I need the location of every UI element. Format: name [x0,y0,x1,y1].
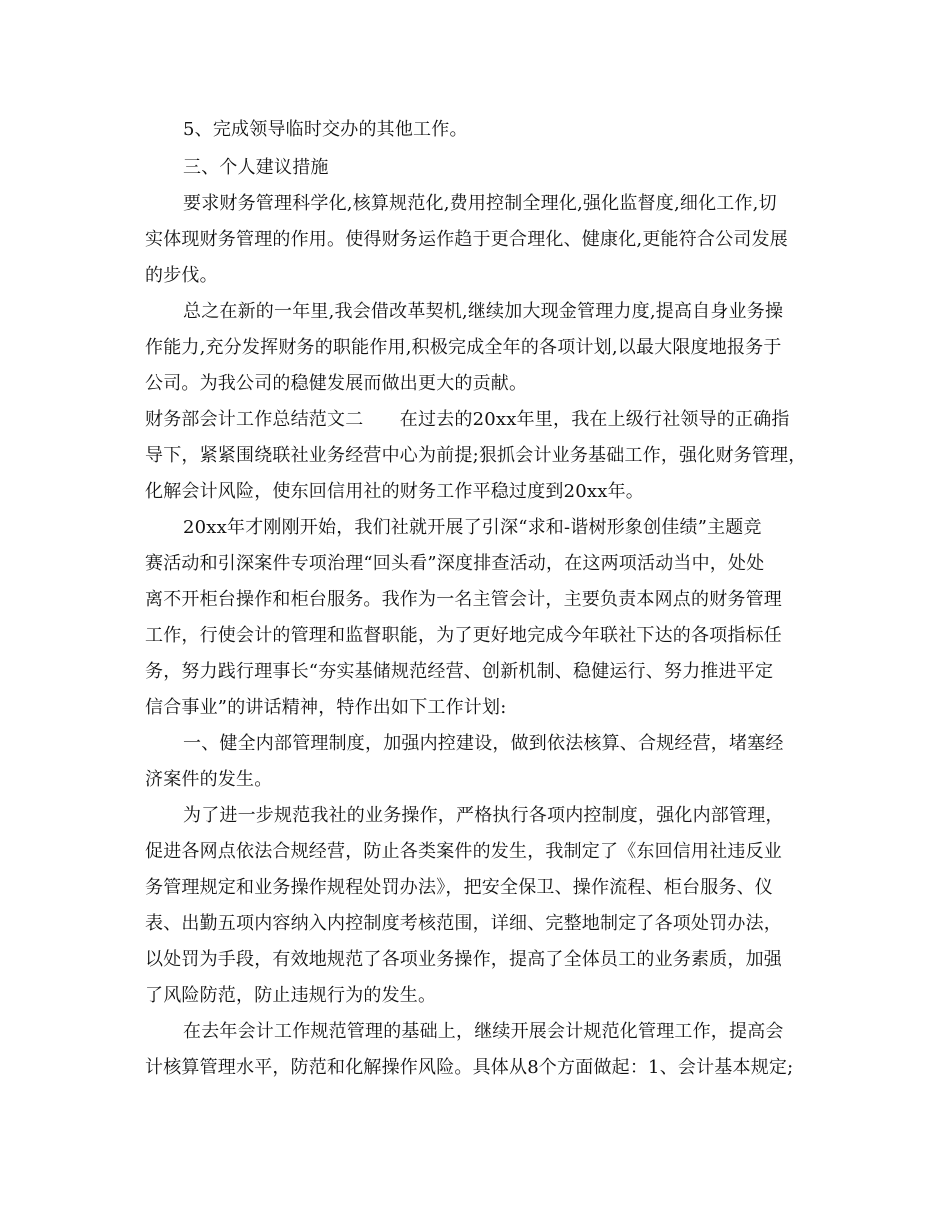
paragraph-line: 20xx年才刚刚开始，我们社就开展了引深“求和-谐树形象创佳绩”主题竞 [183,517,762,538]
paragraph-line: 务管理规定和业务操作规程处罚办法》，把安全保卫、操作流程、柜台服务、仪 [145,877,773,898]
section-heading-3: 三、个人建议措施 [183,157,329,178]
section-heading-1: 一、健全内部管理制度，加强内控建设，做到依法核算、合规经营，堵塞经 [183,733,784,754]
paragraph-line: 要求财务管理科学化,核算规范化,费用控制全理化,强化监督度,细化工作,切 [183,193,777,214]
paragraph-line: 总之在新的一年里,我会借改革契机,继续加大现金管理力度,提高自身业务操 [183,301,784,322]
paragraph-line: 为了进一步规范我社的业务操作，严格执行各项内控制度，强化内部管理， [183,805,784,826]
paragraph-line: 促进各网点依法合规经营，防止各类案件的发生，我制定了《东回信用社违反业 [145,841,782,862]
paragraph-line: 工作，行使会计的管理和监督职能，为了更好地完成今年联社下达的各项指标任 [145,625,782,646]
paragraph-line: 务，努力践行理事长“夯实基储规范经营、创新机制、稳健运行、努力推进平定 [145,661,774,682]
paragraph-line: 作能力,充分发挥财务的职能作用,积极完成全年的各项计划,以最大限度地报务于 [145,337,782,358]
paragraph-line: 了风险防范，防止违规行为的发生。 [145,985,437,1006]
paragraph-line: 赛活动和引深案件专项治理“回头看”深度排查活动，在这两项活动当中，处处 [145,553,765,574]
paragraph-line: 离不开柜台操作和柜台服务。我作为一名主管会计，主要负责本网点的财务管理 [145,589,782,610]
section-heading-1-cont: 济案件的发生。 [145,769,273,790]
paragraph-line: 化解会计风险，使东回信用社的财务工作平稳过度到20xx年。 [145,481,645,502]
list-item-5: 5、完成领导临时交办的其他工作。 [183,119,468,140]
paragraph-line: 导下，紧紧围绕联社业务经营中心为前提;狠抓会计业务基础工作，强化财务管理， [145,445,807,466]
paragraph-line: 表、出勤五项内容纳入内控制度考核范围，详细、完整地制定了各项处罚办法， [145,913,782,934]
paragraph-line: 的步伐。 [145,265,218,286]
paragraph-line: 公司。为我公司的稳健发展而做出更大的贡献。 [145,373,528,394]
paragraph-line: 以处罚为手段，有效地规范了各项业务操作，提高了全体员工的业务素质，加强 [145,949,782,970]
paragraph-line: 实体现财务管理的作用。使得财务运作趋于更合理化、健康化,更能符合公司发展 [145,229,788,250]
paragraph-line: 在去年会计工作规范管理的基础上，继续开展会计规范化管理工作，提高会 [183,1021,784,1042]
article-title-line: 财务部会计工作总结范文二 在过去的20xx年里，我在上级行社领导的正确指 [145,409,790,430]
paragraph-line: 计核算管理水平，防范和化解操作风险。具体从8个方面做起：1、会计基本规定; [145,1057,794,1078]
paragraph-line: 信合事业”的讲话精神，特作出如下工作计划: [145,697,507,718]
